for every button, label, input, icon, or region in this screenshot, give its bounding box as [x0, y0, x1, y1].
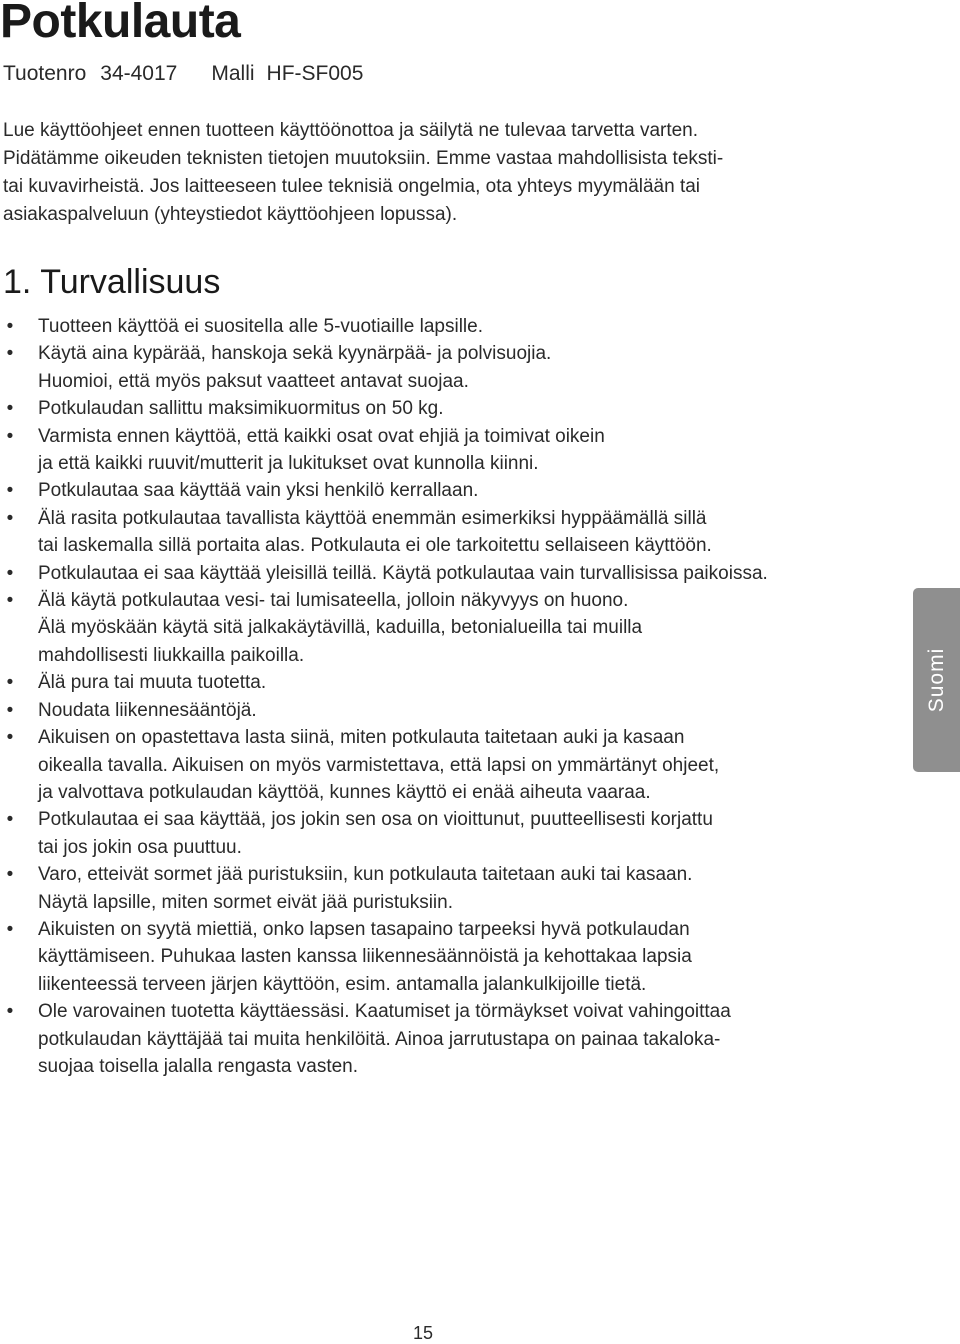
page-number: 15 — [413, 1323, 434, 1343]
safety-list-item — [0, 560, 880, 587]
page-title: Potkulauta — [0, 0, 241, 48]
safety-item-text: Varo, etteivät sormet jää puristuksiin, kun potkulauta taitetaan auki tai kasaan. — [38, 864, 693, 886]
safety-item-text: suojaa toisella jalalla rengasta vasten. — [38, 1055, 359, 1077]
safety-item-text: mahdollisesti liukkailla paikoilla. — [38, 644, 305, 666]
safety-item-text: Huomioi, että myös paksut vaatteet antavat suojaa. — [38, 370, 469, 392]
bullet-icon: • — [6, 316, 14, 337]
safety-list-item — [0, 505, 880, 560]
bullet-icon: • — [6, 425, 14, 447]
safety-list-item — [0, 340, 880, 395]
safety-item-text: ja että kaikki ruuvit/mutterit ja lukitukset ovat kunnolla kiinni. — [38, 453, 539, 475]
safety-list-item — [0, 697, 880, 724]
product-number: 34-4017 — [100, 62, 178, 85]
bullet-icon: • — [6, 398, 14, 420]
safety-list-item — [0, 395, 880, 422]
safety-list-item — [0, 587, 880, 669]
safety-list-item — [0, 313, 880, 340]
safety-item-text: Aikuisten on syytä miettiä, onko lapsen tasapaino tarpeeksi hyvä potkulaudan — [38, 918, 690, 940]
section-heading-safety: 1. Turvallisuus — [3, 263, 221, 301]
safety-item-text: Näytä lapsille, miten sormet eivät jää puristuksiin. — [38, 891, 454, 913]
safety-item-text: tai jos jokin osa puuttuu. — [38, 836, 242, 858]
intro-line: asiakaspalveluun (yhteystiedot käyttöohjeen lopussa). — [3, 204, 458, 225]
safety-item-text: Aikuisen on opastettava lasta siinä, miten potkulauta taitetaan auki ja kasaan — [38, 727, 685, 749]
product-number-label: Tuotenro — [3, 62, 87, 85]
bullet-icon: • — [6, 480, 14, 502]
bullet-icon: • — [6, 809, 14, 831]
safety-list-item — [0, 806, 880, 861]
model-label: Malli — [211, 62, 255, 85]
safety-list-item — [0, 724, 880, 806]
intro-paragraph — [3, 117, 873, 229]
safety-item-text: Varmista ennen käyttöä, että kaikki osat ovat ehjiä ja toimivat oikein — [38, 425, 605, 447]
safety-item-text: Älä pura tai muuta tuotetta. — [38, 672, 267, 694]
safety-list-item — [0, 861, 880, 916]
bullet-icon: • — [6, 727, 14, 749]
safety-item-text: Älä myöskään käytä sitä jalkakäytävillä, kaduilla, betonialueilla tai muilla — [38, 617, 643, 639]
safety-item-text: Tuotteen käyttöä ei suositella alle 5-vuotiaille lapsille. — [38, 316, 483, 337]
intro-line: tai kuvavirheistä. Jos laitteeseen tulee teknisiä ongelmia, ota yhteys myymälään tai — [3, 176, 701, 197]
safety-item-text: Potkulautaa ei saa käyttää yleisillä teillä. Käytä potkulautaa vain turvallisissa paikoissa. — [38, 562, 768, 584]
bullet-icon: • — [6, 1001, 14, 1023]
bullet-icon: • — [6, 918, 14, 940]
bullet-icon: • — [6, 590, 14, 612]
safety-item-text: Käytä aina kypärää, hanskoja sekä kyynärpää- ja polvisuojia. — [38, 343, 552, 365]
safety-item-text: oikealla tavalla. Aikuisen on myös varmistettava, että lapsi on ymmärtänyt ohjeet, — [38, 754, 720, 776]
safety-item-text: liikenteessä terveen järjen käyttöön, esim. antamalla jalankulkijoille tietä. — [38, 973, 647, 995]
bullet-icon: • — [6, 699, 14, 721]
safety-list-item — [0, 477, 880, 504]
model-number: HF-SF005 — [266, 62, 364, 85]
safety-item-text: Älä rasita potkulautaa tavallista käyttöä enemmän esimerkiksi hyppäämällä sillä — [38, 507, 707, 529]
bullet-icon: • — [6, 507, 14, 529]
bullet-icon: • — [6, 672, 14, 694]
bullet-icon: • — [6, 864, 14, 886]
safety-list-item — [0, 423, 880, 478]
safety-item-text: potkulaudan käyttäjää tai muita henkilöitä. Ainoa jarrutustapa on painaa takaloka- — [38, 1028, 721, 1050]
language-tab — [913, 588, 960, 772]
safety-item-text: Potkulaudan sallittu maksimikuormitus on 50 kg. — [38, 398, 444, 420]
safety-item-text: Noudata liikennesääntöjä. — [38, 699, 257, 721]
safety-item-text: tai laskemalla sillä portaita alas. Potkulauta ei ole tarkoitettu sellaiseen käyttöön. — [38, 535, 712, 557]
bullet-icon: • — [6, 562, 14, 584]
safety-list — [0, 313, 880, 1080]
safety-list-item — [0, 916, 880, 998]
language-tab-label: Suomi — [924, 647, 948, 713]
safety-list-item — [0, 669, 880, 696]
safety-list-item — [0, 998, 880, 1080]
safety-item-text: Potkulautaa ei saa käyttää, jos jokin sen osa on vioittunut, puutteellisesti korjattu — [38, 809, 713, 831]
bullet-icon: • — [6, 343, 14, 365]
product-meta — [3, 61, 363, 87]
safety-item-text: käyttämiseen. Puhukaa lasten kanssa liikennesäännöistä ja kehottakaa lapsia — [38, 946, 692, 968]
intro-line: Lue käyttöohjeet ennen tuotteen käyttöönottoa ja säilytä ne tulevaa tarvetta varten. — [3, 120, 699, 141]
safety-item-text: Älä käytä potkulautaa vesi- tai lumisateella, jolloin näkyvyys on huono. — [38, 590, 629, 612]
safety-item-text: Potkulautaa saa käyttää vain yksi henkilö kerrallaan. — [38, 480, 479, 502]
safety-item-text: Ole varovainen tuotetta käyttäessäsi. Kaatumiset ja törmäykset voivat vahingoittaa — [38, 1001, 731, 1023]
intro-line: Pidätämme oikeuden teknisten tietojen muutoksiin. Emme vastaa mahdollisista teksti- — [3, 148, 724, 169]
safety-item-text: ja valvottava potkulaudan käyttöä, kunnes käyttö ei enää aiheuta vaaraa. — [38, 781, 651, 803]
